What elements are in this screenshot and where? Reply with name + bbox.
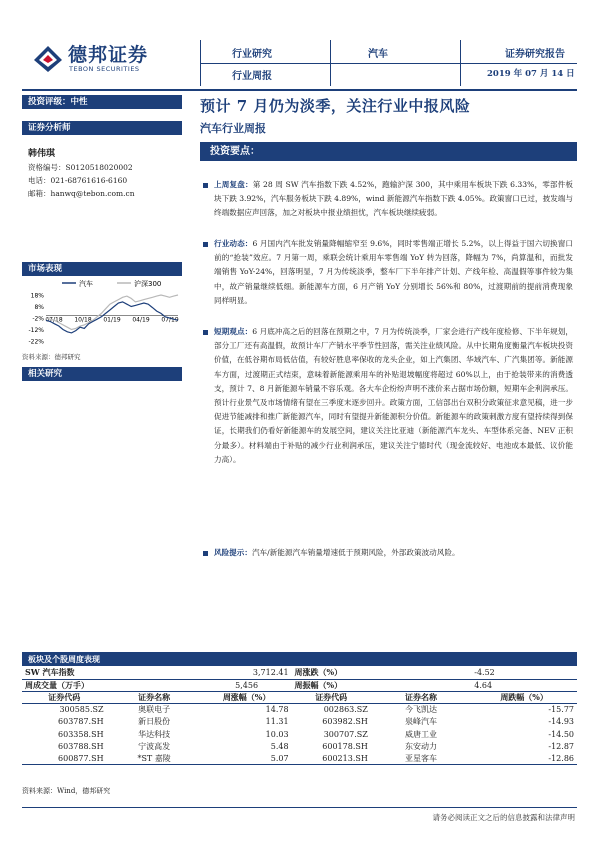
report-date: 2019 年 07 月 14 日 xyxy=(487,69,575,79)
summary-key: 周成交量（万手） xyxy=(22,679,107,691)
table-row xyxy=(22,752,577,764)
bullet-marker xyxy=(203,330,208,335)
weekly-loss: -12.87 xyxy=(548,741,574,751)
table-source: 资料来源：Wind，德邦研究 xyxy=(22,787,111,795)
legend-label: 沪深300 xyxy=(134,280,162,288)
column-header: 证券名称 xyxy=(371,691,471,703)
summary-value: 4.64 xyxy=(471,679,577,691)
weekly-gain: 5.07 xyxy=(270,753,289,763)
stock-name: 威唐工业 xyxy=(405,729,438,739)
stock-name: 今飞凯达 xyxy=(405,705,438,715)
x-tick-label: 01/19 xyxy=(103,316,121,324)
column-header: 证券名称 xyxy=(107,691,202,703)
bullet-lead: 行业动态： xyxy=(214,239,253,248)
bullet-short-term-view xyxy=(203,325,573,467)
stock-name: 泉峰汽车 xyxy=(405,717,438,727)
summary-value: 5,456 xyxy=(202,679,292,691)
bullet-lead: 上周复盘： xyxy=(214,180,253,189)
x-tick-label: 10/18 xyxy=(74,316,92,324)
stock-code: 603358.SH xyxy=(58,729,104,739)
stock-code: 600178.SH xyxy=(322,741,368,751)
x-tick-label: 07/18 xyxy=(45,316,63,324)
bullet-text: 6 月国内汽车批发销量降幅缩窄至 9.6%，同时零售端正增长 5.2%，以上得益于国六切换窗口前的“抢装”效应。7 月第一周，乘联会统计乘用车零售端 YoY 转为回落，降幅为 7%，尚算温和，而批发端销售 YoY-24%，回落明显，7 月为传统淡季，整车厂下半年排产计划、产线年检、高温假等事件较为集中，故产销量继续低细。新能源车方面，6 月产销 YoY 分别增长 56%和 80%，过渡期前的提前消费现象同样明显。 xyxy=(214,239,574,305)
stock-code: 600877.SH xyxy=(58,753,104,763)
stock-name: 华达科技 xyxy=(138,729,171,739)
key-points-header: 投资要点： xyxy=(200,142,577,161)
bullet-text: 6 月底冲高之后的回落在预期之中，7 月为传统淡季，厂家会进行产线年度检修、下半年规划，部分工厂还有高温假，故预计车厂产销水平季节性回落，需关注业绩风险。从中长期角度衡量汽车板块投资价值，在低谷期布局低估值，有较好胜息率保收的龙头企业，如上汽集团、华域汽车、广汽集团等。新能源车方面，过渡期正式结束，意味着新能源乘用车的补贴退坡幅度将超过 60%以上，由于抢装带来的消费透支，预计 7、8 月新能源车销量不容乐观。各大车企纷纷声明不涨价来占据市场份额，短期车企利润承压。预计行业景气及市场情绪有望在三季度末逐步回升。政策方面，工信部出台双积分政策征求意见稿，进一步促进节能减排和推广新能源汽车，同时有望提升新能源积分价值。新能源车的政策刺激方度有望持续得到保证，长期我们仍看好新能源车的发展空间，建议关注比亚迪（新能源汽车龙头、车型体系完备、NEV 正积分最多）。材料端由于补贴的减少行业利润承压，建议关注宁德时代（现金流较好、电池成本最低、议价能力高）。 xyxy=(214,327,573,464)
table-row xyxy=(22,728,577,740)
bullet-lead: 风险提示： xyxy=(214,548,252,557)
weekly-loss: -12.86 xyxy=(548,753,574,763)
market-header: 市场表现 xyxy=(22,262,182,276)
column-header: 证券代码 xyxy=(22,691,107,703)
header-rule xyxy=(200,63,577,64)
y-tick-label: 18% xyxy=(30,292,44,300)
industry-label: 汽车 xyxy=(368,49,388,60)
report-category: 行业研究 xyxy=(232,49,272,60)
x-tick-label: 04/19 xyxy=(132,316,150,324)
chart-source: 资料来源：德邦研究 xyxy=(22,353,81,361)
column-header: 周跌幅（%） xyxy=(471,691,577,703)
brand-name: 德邦证券 xyxy=(68,44,149,66)
stock-code: 603787.SH xyxy=(58,717,104,727)
table-row xyxy=(22,716,577,728)
stock-code: 300707.SZ xyxy=(323,729,368,739)
summary-key: 周振幅（%） xyxy=(292,679,371,691)
column-header: 证券代码 xyxy=(292,691,371,703)
rating-bar: 投资评级：中性 xyxy=(22,95,182,109)
x-tick-label: 07/19 xyxy=(161,316,179,324)
bullet-risk xyxy=(203,546,573,560)
summary-row xyxy=(22,667,577,679)
table-row xyxy=(22,704,577,716)
sector-performance-header: 板块及个股周度表现 xyxy=(22,652,577,666)
report-title: 预计 7 月仍为淡季，关注行业中报风险 xyxy=(200,97,471,115)
summary-value: 3,712.41 xyxy=(202,667,292,679)
y-tick-label: -2% xyxy=(32,315,44,323)
weekly-gain: 11.31 xyxy=(265,717,289,727)
analyst-phone: 电话：021-68761616-6160 xyxy=(28,176,128,185)
bullet-marker xyxy=(203,242,208,247)
stock-name: 宁波高发 xyxy=(138,741,171,751)
summary-value: -4.52 xyxy=(471,667,577,679)
stock-code: 002863.SZ xyxy=(323,705,368,715)
summary-row xyxy=(22,679,577,691)
weekly-loss: -14.93 xyxy=(548,717,574,727)
y-tick-label: 8% xyxy=(34,304,44,311)
table-header-row xyxy=(22,691,577,703)
footer-rule xyxy=(22,807,577,808)
tebon-logo-icon xyxy=(32,44,64,74)
disclaimer: 请务必阅读正文之后的信息披露和法律声明 xyxy=(432,813,575,822)
weekly-loss: -15.77 xyxy=(548,705,574,715)
weekly-loss: -14.50 xyxy=(548,729,574,739)
analyst-name: 韩伟琪 xyxy=(28,149,56,159)
related-header: 相关研究 xyxy=(22,367,182,381)
stock-name: *ST 嘉陵 xyxy=(137,753,171,763)
performance-table xyxy=(22,667,577,765)
stock-code: 603788.SH xyxy=(58,741,104,751)
weekly-gain: 10.03 xyxy=(265,729,289,739)
bullet-text: 第 28 周 SW 汽车指数下跌 4.52%，跑输沪深 300，其中乘用车板块下跌 6.33%，零部件板块下跌 3.92%，汽车服务板块下跌 4.89%，wind 新能源汽车指数下跌 4.05%。政策窗口已过，披发端与终端数据应声回落，加之对板块中报业绩担忧，汽车板块继续疲弱。 xyxy=(214,180,574,218)
report-subtitle: 汽车行业周报 xyxy=(200,122,266,135)
stock-code: 600213.SH xyxy=(322,753,368,763)
market-performance-chart xyxy=(22,275,182,351)
stock-name: 亚星客车 xyxy=(405,753,438,763)
stock-name: 东安动力 xyxy=(405,741,438,751)
stock-name: 奥联电子 xyxy=(138,705,171,715)
weekly-gain: 5.48 xyxy=(270,741,289,751)
brand-name-en: TEBON SECURITIES xyxy=(69,65,140,73)
bullet-weekly-review xyxy=(203,178,573,221)
summary-key: 周涨跌（%） xyxy=(292,667,371,679)
y-tick-label: -12% xyxy=(28,327,44,334)
stock-code: 603982.SH xyxy=(322,717,368,727)
stock-name: 新日股份 xyxy=(138,717,171,727)
stock-code: 300585.SZ xyxy=(59,705,104,715)
analyst-email: 邮箱：hanwq@tebon.com.cn xyxy=(28,189,135,198)
bullet-marker xyxy=(203,183,208,188)
y-tick-label: -22% xyxy=(28,338,44,346)
summary-key: SW 汽车指数 xyxy=(22,667,107,679)
market-chart xyxy=(22,275,182,355)
bullet-marker xyxy=(203,551,208,556)
report-type: 证券研究报告 xyxy=(505,49,565,60)
analyst-header: 证券分析师 xyxy=(22,121,182,135)
report-subcategory: 行业周报 xyxy=(232,71,272,82)
column-header: 周涨幅（%） xyxy=(202,691,292,703)
bullet-lead: 短期观点： xyxy=(214,327,253,336)
table-row xyxy=(22,740,577,752)
bullet-industry-news xyxy=(203,237,573,308)
analyst-license: 资格编号：S0120518020002 xyxy=(28,163,133,172)
bullet-text: 汽车/新能源汽车销量增速低于预期风险，外部政策波动风险。 xyxy=(251,548,460,557)
legend-label: 汽车 xyxy=(79,280,93,288)
weekly-gain: 14.78 xyxy=(265,705,289,715)
header-bottom-rule xyxy=(22,89,577,91)
